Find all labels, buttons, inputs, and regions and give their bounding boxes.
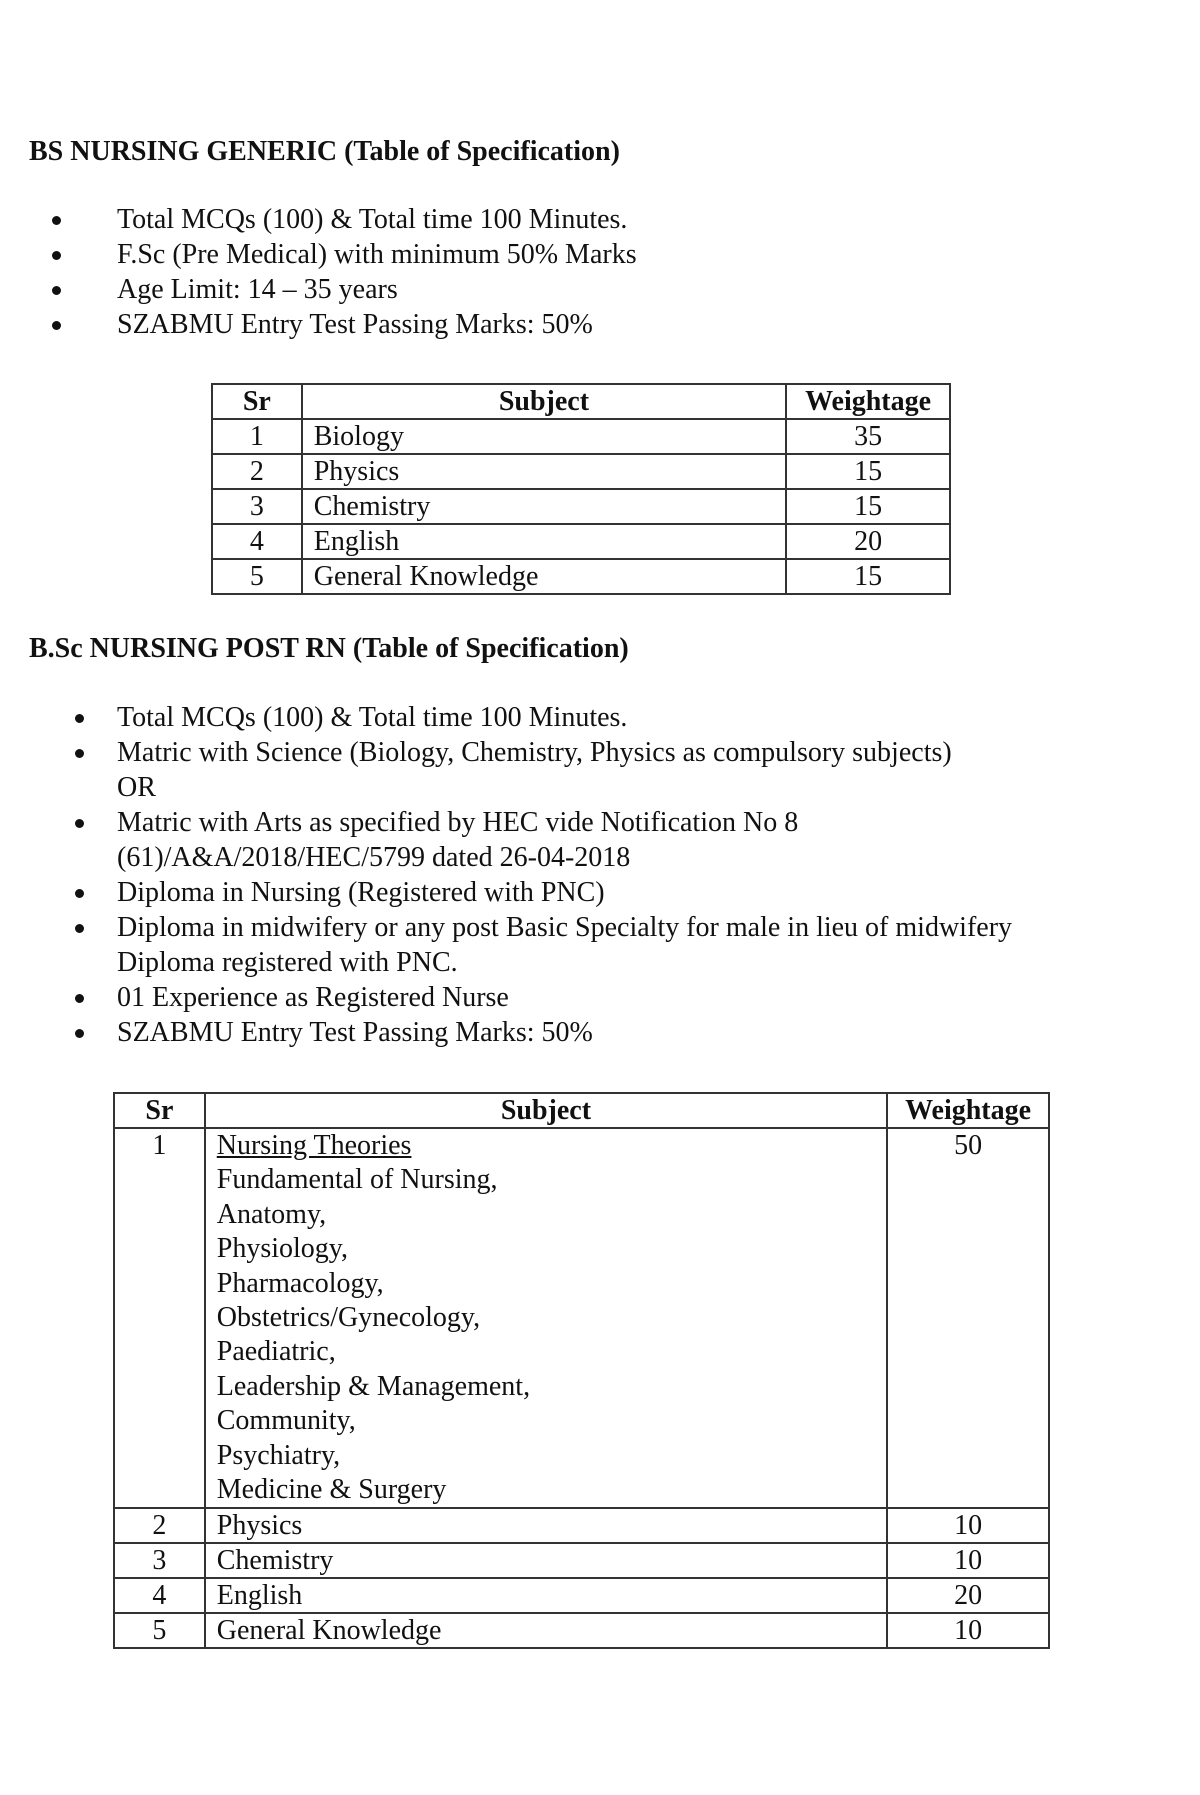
- subject-line: Community,: [216, 1405, 356, 1437]
- table-row: [114, 1543, 1049, 1578]
- list-item: [28, 910, 1012, 980]
- table-row: [212, 559, 950, 594]
- cell-subject: English: [205, 1578, 887, 1613]
- column-header-subject: Subject: [205, 1093, 887, 1128]
- section1-heading: BS NURSING GENERIC (Table of Specification): [29, 136, 620, 167]
- subject-line: Psychiatry,: [216, 1439, 341, 1471]
- column-header-weightage: Weightage: [887, 1093, 1049, 1128]
- bullet-text-continued: (61)/A&A/2018/HEC/5799 dated 26-04-2018: [117, 842, 631, 873]
- list-item: [28, 735, 1012, 805]
- bullet-dot-icon: [52, 286, 61, 295]
- cell-weightage: 15: [786, 454, 950, 489]
- table-row: [212, 524, 950, 559]
- list-item: [28, 307, 637, 342]
- list-item: [28, 237, 637, 272]
- cell-weightage: 10: [887, 1613, 1049, 1648]
- bullet-text: F.Sc (Pre Medical) with minimum 50% Marks: [117, 239, 637, 270]
- cell-sr: 1: [212, 419, 302, 454]
- bullet-text: Total MCQs (100) & Total time 100 Minutes.: [117, 204, 628, 235]
- bullet-text: Matric with Arts as specified by HEC vide Notification No 8: [117, 807, 799, 838]
- cell-sr: 2: [114, 1508, 205, 1543]
- bullet-text-continued: Diploma registered with PNC.: [117, 947, 458, 978]
- list-item: [28, 875, 1012, 910]
- section2-heading: B.Sc NURSING POST RN (Table of Specification): [29, 633, 629, 664]
- cell-weightage: 15: [786, 489, 950, 524]
- column-header-subject: Subject: [302, 384, 786, 419]
- list-item: [28, 272, 637, 307]
- section1-bullet-list: [28, 202, 637, 342]
- table-row: [114, 1508, 1049, 1543]
- list-item: [28, 700, 1012, 735]
- bullet-text: Matric with Science (Biology, Chemistry, Physics as compulsory subjects): [117, 737, 952, 768]
- bullet-dot-icon: [75, 1029, 84, 1038]
- cell-weightage: 10: [887, 1508, 1049, 1543]
- subject-line: Fundamental of Nursing,: [216, 1164, 498, 1196]
- cell-sr: 3: [212, 489, 302, 524]
- bullet-text: SZABMU Entry Test Passing Marks: 50%: [117, 1017, 593, 1048]
- cell-sr: 4: [114, 1578, 205, 1613]
- bullet-text-continued: OR: [117, 772, 156, 803]
- bullet-text: SZABMU Entry Test Passing Marks: 50%: [117, 309, 593, 340]
- cell-weightage: 35: [786, 419, 950, 454]
- list-item: [28, 805, 1012, 875]
- bullet-text: Diploma in midwifery or any post Basic Specialty for male in lieu of midwifery: [117, 912, 1013, 943]
- section2-bullet-list: [28, 700, 1012, 1050]
- table-header-row: [212, 384, 950, 419]
- cell-sr: 5: [212, 559, 302, 594]
- cell-sr: 5: [114, 1613, 205, 1648]
- table-row: [212, 489, 950, 524]
- cell-subject: Physics: [302, 454, 786, 489]
- cell-subject: Chemistry: [205, 1543, 887, 1578]
- bullet-text: Total MCQs (100) & Total time 100 Minutes.: [117, 702, 628, 733]
- subject-line: Anatomy,: [216, 1198, 327, 1230]
- list-item: [28, 1015, 1012, 1050]
- column-header-sr: Sr: [114, 1093, 205, 1128]
- cell-weightage: 20: [786, 524, 950, 559]
- cell-subject: General Knowledge: [302, 559, 786, 594]
- subject-line: Paediatric,: [216, 1336, 336, 1368]
- table-header-row: [114, 1093, 1049, 1128]
- bullet-dot-icon: [52, 216, 61, 225]
- table-row: [212, 419, 950, 454]
- cell-weightage: 20: [887, 1578, 1049, 1613]
- bullet-dot-icon: [75, 889, 84, 898]
- bullet-dot-icon: [52, 251, 61, 260]
- list-item: [28, 202, 637, 237]
- table-row: [114, 1128, 1049, 1508]
- cell-subject: Chemistry: [302, 489, 786, 524]
- table-row: [212, 454, 950, 489]
- bullet-dot-icon: [75, 749, 84, 758]
- subject-line: Obstetrics/Gynecology,: [216, 1302, 481, 1334]
- bullet-dot-icon: [52, 321, 61, 330]
- cell-sr: 2: [212, 454, 302, 489]
- column-header-weightage: Weightage: [786, 384, 950, 419]
- subject-line: Pharmacology,: [216, 1267, 384, 1299]
- subject-line: Leadership & Management,: [216, 1370, 531, 1402]
- cell-sr: 1: [114, 1128, 205, 1508]
- cell-weightage: 10: [887, 1543, 1049, 1578]
- bullet-dot-icon: [75, 924, 84, 933]
- bullet-text: Age Limit: 14 – 35 years: [117, 274, 398, 305]
- list-item: [28, 980, 1012, 1015]
- cell-subject: English: [302, 524, 786, 559]
- cell-subject-list: [205, 1128, 887, 1508]
- section1-spec-table: [211, 383, 951, 595]
- cell-sr: 4: [212, 524, 302, 559]
- cell-sr: 3: [114, 1543, 205, 1578]
- cell-subject: Physics: [205, 1508, 887, 1543]
- cell-weightage: 15: [786, 559, 950, 594]
- cell-subject: Biology: [302, 419, 786, 454]
- subject-line: Nursing Theories: [216, 1130, 412, 1161]
- bullet-text: Diploma in Nursing (Registered with PNC): [117, 877, 605, 908]
- bullet-text: 01 Experience as Registered Nurse: [117, 982, 509, 1013]
- bullet-dot-icon: [75, 994, 84, 1003]
- section2-spec-table: [113, 1092, 1050, 1649]
- column-header-sr: Sr: [212, 384, 302, 419]
- bullet-dot-icon: [75, 819, 84, 828]
- subject-line: Physiology,: [216, 1233, 348, 1265]
- subject-line: Medicine & Surgery: [216, 1474, 447, 1506]
- bullet-dot-icon: [75, 714, 84, 723]
- table-row: [114, 1613, 1049, 1648]
- table-row: [114, 1578, 1049, 1613]
- cell-weightage: 50: [887, 1128, 1049, 1508]
- cell-subject: General Knowledge: [205, 1613, 887, 1648]
